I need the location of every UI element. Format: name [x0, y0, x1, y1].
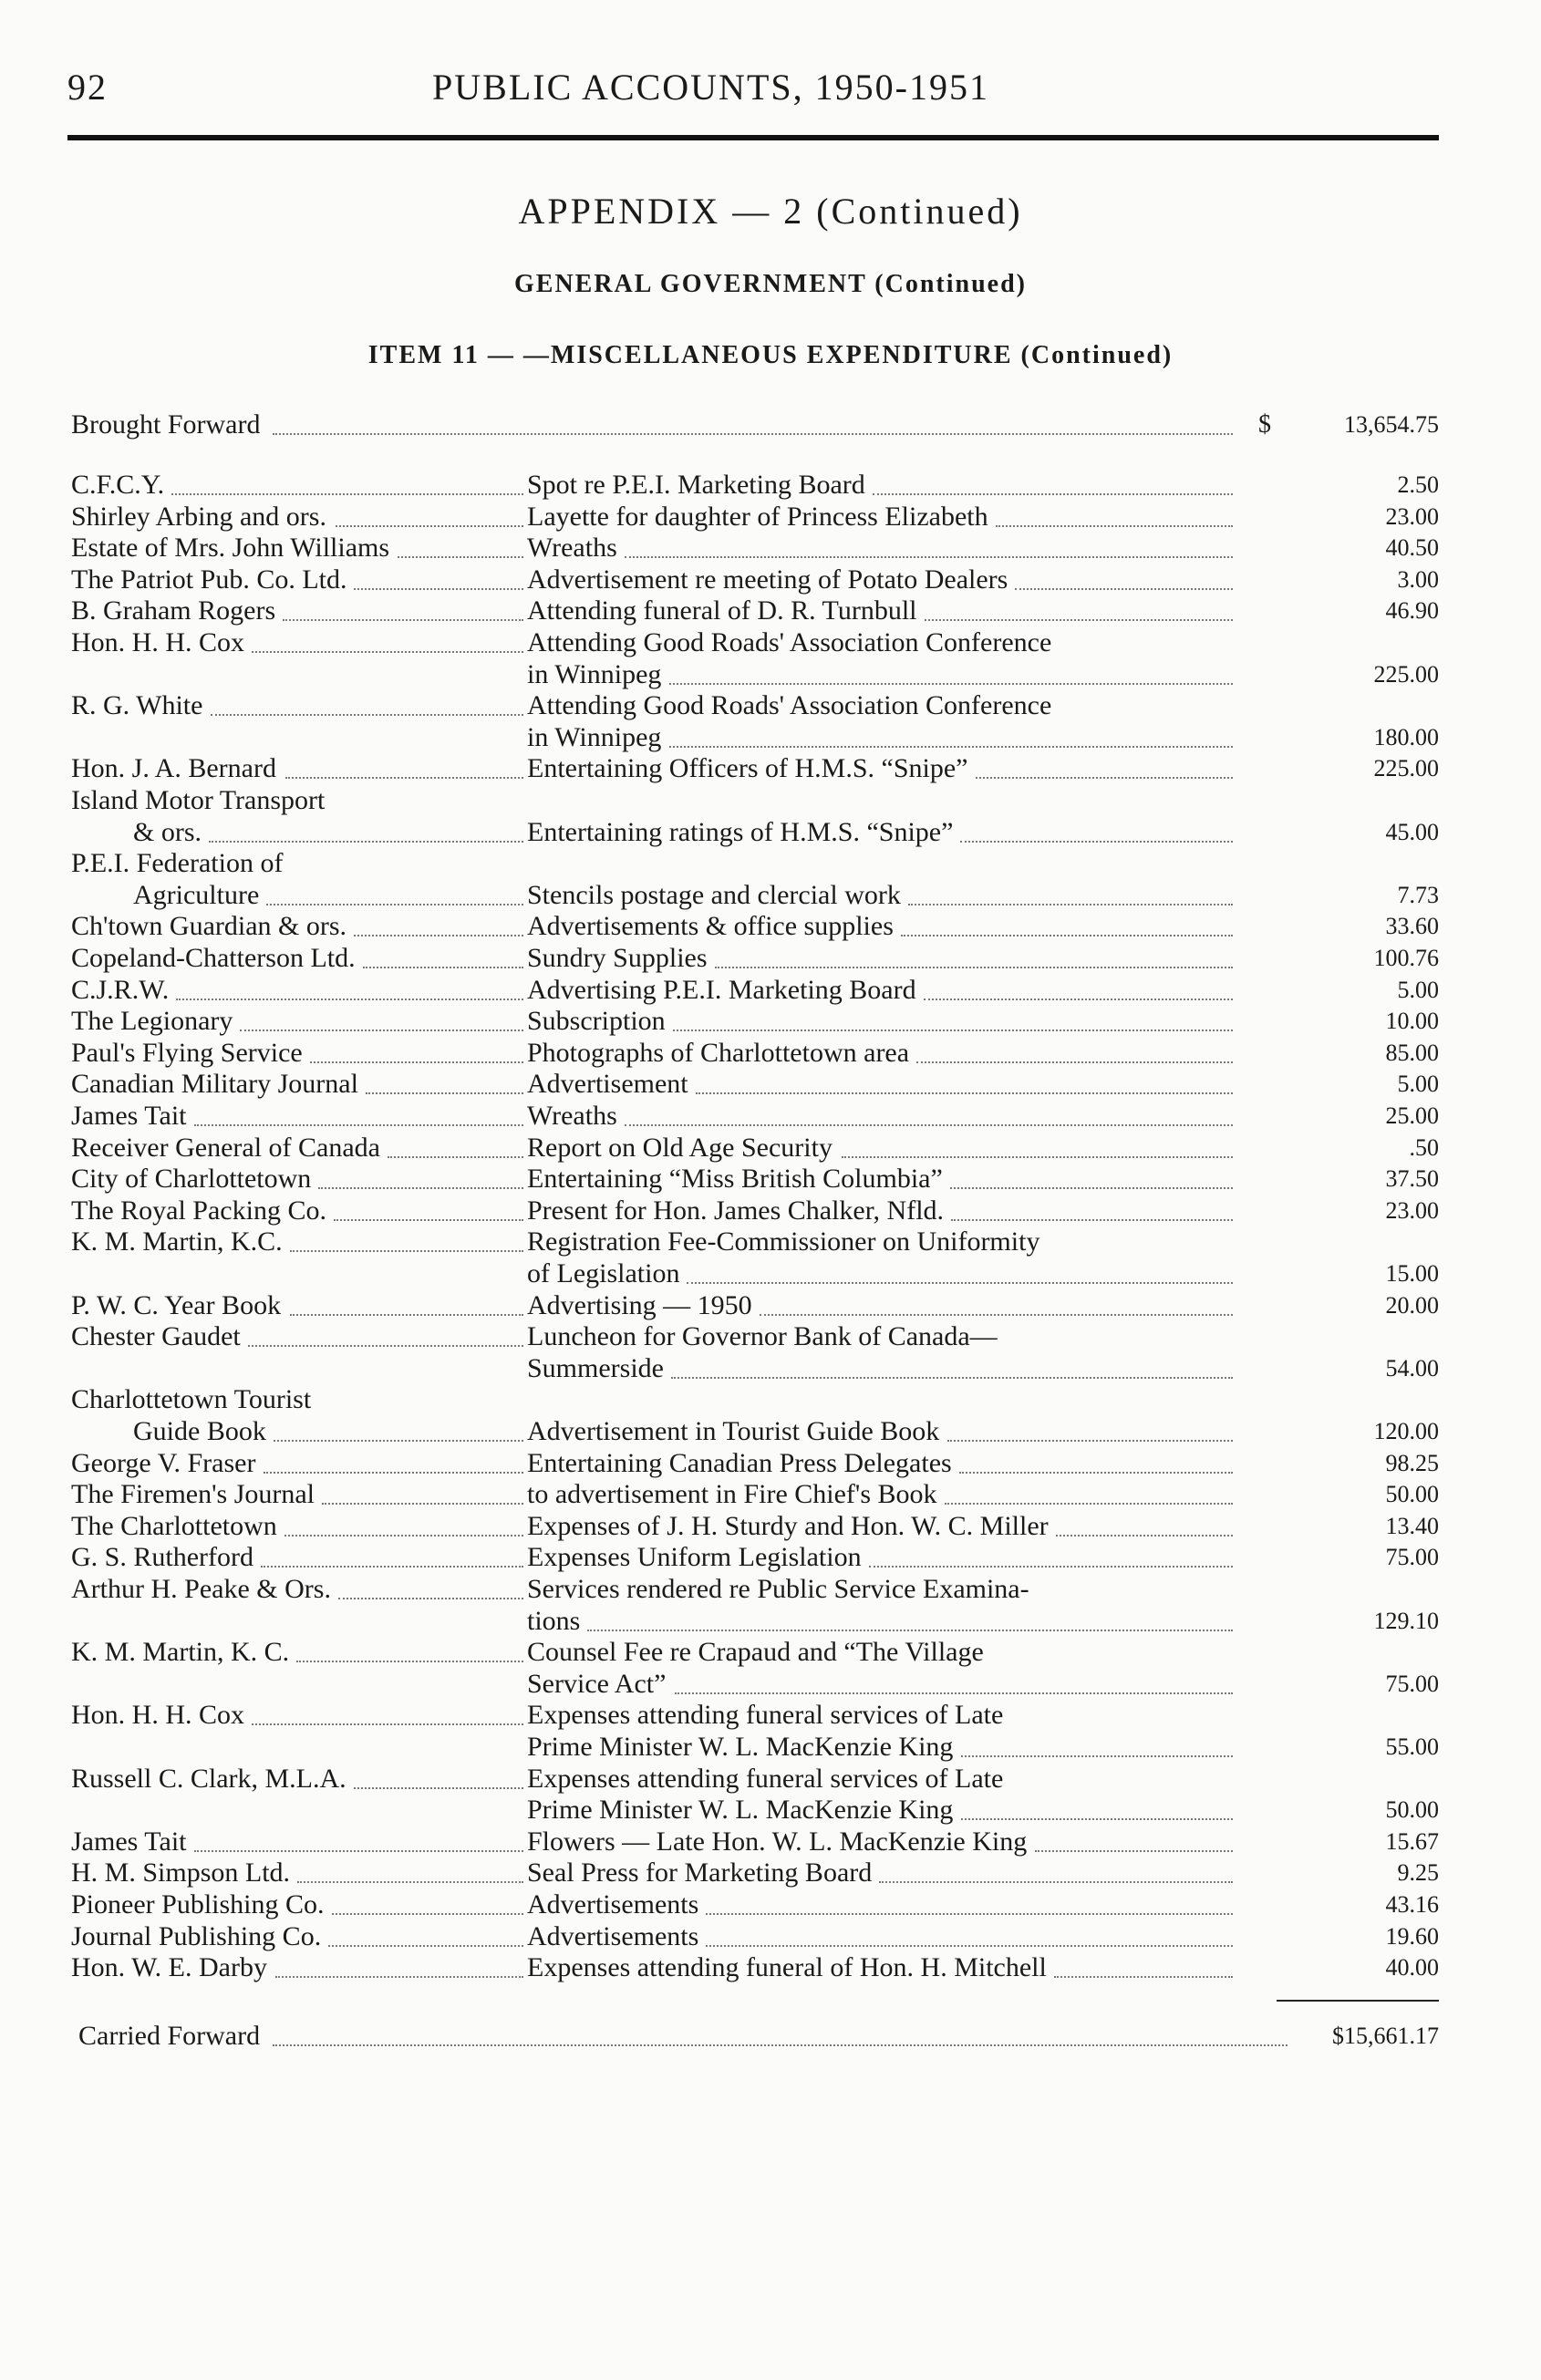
entry-purpose: Advertisement re meeting of Potato Dealers [527, 564, 1008, 595]
dot-leader [290, 1250, 523, 1252]
dot-leader [961, 1755, 1233, 1757]
entry-payee: Paul's Flying Service [71, 1037, 303, 1068]
entry-payee: The Royal Packing Co. [71, 1195, 326, 1226]
dot-leader [310, 1061, 523, 1063]
dot-leader [283, 619, 523, 621]
entry-purpose: in Winnipeg [527, 721, 662, 752]
entry-purpose: Spot re P.E.I. Marketing Board [527, 470, 865, 500]
dot-leader [209, 841, 523, 843]
dot-leader [273, 433, 1233, 435]
dot-leader [696, 1092, 1233, 1094]
entry-payee: R. G. White [71, 690, 203, 721]
entry-payee: Agriculture [133, 879, 260, 910]
entry-amount: 15.67 [1385, 1827, 1439, 1855]
dot-leader [1056, 1535, 1233, 1537]
entry-payee: H. M. Simpson Ltd. [71, 1857, 291, 1888]
entry-amount: 98.25 [1385, 1449, 1439, 1476]
entry-payee: The Patriot Pub. Co. Ltd. [71, 564, 347, 595]
dot-leader [171, 493, 523, 495]
dot-leader [908, 904, 1233, 905]
dot-leader [354, 588, 523, 590]
entry-purpose: Report on Old Age Security [527, 1132, 833, 1163]
entry-payee: Estate of Mrs. John Williams [71, 533, 390, 564]
carried-forward-label: Carried Forward [78, 2020, 261, 2051]
entry-payee: James Tait [71, 1101, 187, 1131]
entry-purpose: Wreaths [527, 533, 617, 564]
entry-purpose: in Winnipeg [527, 658, 662, 689]
entry-payee: Receiver General of Canada [71, 1132, 380, 1163]
entry-purpose: Advertisements [527, 1920, 699, 1951]
dot-leader [332, 1913, 523, 1915]
dot-leader [996, 525, 1233, 527]
dot-leader [625, 1124, 1233, 1126]
entry-payee: George V. Fraser [71, 1447, 256, 1478]
entry-purpose: Expenses attending funeral services of Late [527, 1700, 1004, 1731]
dot-leader [950, 1187, 1233, 1189]
dot-leader [211, 714, 523, 716]
dot-leader [176, 999, 523, 1000]
entry-payee: Arthur H. Peake & Ors. [71, 1574, 331, 1604]
entry-purpose: Present for Hon. James Chalker, Nfld. [527, 1195, 945, 1226]
dot-leader [669, 683, 1233, 685]
dot-leader [869, 1566, 1233, 1568]
entry-payee: Guide Book [133, 1416, 266, 1446]
entry-amount: 50.00 [1385, 1481, 1439, 1508]
dot-leader [951, 1219, 1233, 1221]
dot-leader [248, 1345, 523, 1347]
dot-leader [194, 1850, 523, 1852]
entry-purpose: Advertisement [527, 1069, 688, 1100]
dot-leader [706, 1945, 1233, 1947]
entry-purpose: Entertaining ratings of H.M.S. “Snipe” [527, 816, 954, 847]
entry-payee: Chester Gaudet [71, 1321, 241, 1352]
entry-amount: 55.00 [1385, 1733, 1439, 1760]
dot-leader [274, 1440, 523, 1442]
entry-payee: B. Graham Rogers [71, 595, 276, 626]
entry-purpose: Advertisements [527, 1889, 699, 1920]
entry-purpose: of Legislation [527, 1258, 680, 1288]
entry-payee: The Charlottetown [71, 1510, 277, 1541]
entry-purpose: Flowers — Late Hon. W. L. MacKenzie King [527, 1826, 1028, 1857]
page-number: 92 [67, 67, 108, 108]
entry-amount: 75.00 [1385, 1670, 1439, 1697]
entry-amount: 5.00 [1397, 976, 1439, 1003]
dot-leader [587, 1630, 1233, 1631]
dot-leader [842, 1156, 1233, 1158]
entry-payee: The Firemen's Journal [71, 1479, 315, 1510]
dot-leader [671, 1377, 1233, 1379]
entry-payee: P.E.I. Federation of [71, 848, 284, 879]
brought-forward-label: Brought Forward [71, 409, 261, 440]
entry-purpose: Sundry Supplies [527, 943, 708, 973]
dot-leader [354, 1787, 523, 1789]
dot-leader [879, 1881, 1233, 1883]
entry-amount: 33.60 [1385, 913, 1439, 940]
entry-payee: K. M. Martin, K. C. [71, 1637, 290, 1668]
entry-purpose: Seal Press for Marketing Board [527, 1857, 873, 1888]
entry-payee: Copeland-Chatterson Ltd. [71, 943, 356, 973]
entry-amount: .50 [1409, 1133, 1439, 1161]
entry-purpose: Expenses attending funeral services of Late [527, 1763, 1004, 1794]
dot-leader [275, 1976, 523, 1978]
entry-purpose: Prime Minister W. L. MacKenzie King [527, 1732, 954, 1762]
entry-purpose: Advertising P.E.I. Marketing Board [527, 974, 916, 1005]
dot-leader [240, 1030, 523, 1031]
entry-payee: Canadian Military Journal [71, 1069, 358, 1100]
dot-leader [625, 556, 1233, 558]
entry-purpose: Expenses of J. H. Sturdy and Hon. W. C. Miller [527, 1510, 1049, 1541]
entry-amount: 40.00 [1385, 1954, 1439, 1982]
dot-leader [1054, 1976, 1233, 1978]
entry-payee: City of Charlottetown [71, 1164, 312, 1195]
entry-purpose: Summerside [527, 1352, 664, 1383]
entry-payee: Shirley Arbing and ors. [71, 501, 326, 532]
brought-forward-amount: 13,654.75 [1344, 411, 1439, 438]
entry-purpose: Wreaths [527, 1101, 617, 1131]
dot-leader [296, 1661, 523, 1662]
dot-leader [334, 1219, 523, 1221]
entry-amount: 100.76 [1373, 945, 1439, 971]
dot-leader [961, 1818, 1233, 1820]
dot-leader [266, 904, 523, 905]
entry-payee: Hon. J. A. Bernard [71, 753, 276, 784]
entry-payee: Hon. H. H. Cox [71, 1700, 245, 1731]
entry-purpose: Layette for daughter of Princess Elizabeth [527, 501, 988, 532]
entry-purpose: to advertisement in Fire Chief's Book [527, 1479, 937, 1510]
entry-payee: Island Motor Transport [71, 785, 326, 815]
entry-purpose: Attending Good Roads' Association Conference [527, 690, 1052, 721]
dot-leader [336, 525, 523, 527]
dot-leader [322, 1503, 523, 1505]
entry-purpose: Entertaining Canadian Press Delegates [527, 1447, 952, 1478]
entry-payee: Hon. W. E. Darby [71, 1952, 267, 1983]
item-title: ITEM 11 — —MISCELLANEOUS EXPENDITURE (Continued) [367, 341, 1174, 369]
entry-payee: Charlottetown Tourist [71, 1384, 312, 1415]
dot-leader [669, 746, 1233, 748]
dot-leader [924, 999, 1233, 1000]
entry-amount: 225.00 [1373, 755, 1439, 782]
entry-purpose: Advertisement in Tourist Guide Book [527, 1416, 940, 1446]
dot-leader [916, 1061, 1233, 1063]
dot-leader [945, 1503, 1233, 1505]
dot-leader [947, 1440, 1233, 1442]
entry-purpose: Prime Minister W. L. MacKenzie King [527, 1795, 954, 1826]
entry-payee: K. M. Martin, K.C. [71, 1226, 283, 1257]
entry-amount: 45.00 [1385, 818, 1439, 845]
entry-amount: 7.73 [1397, 881, 1439, 908]
entry-payee: Ch'town Guardian & ors. [71, 911, 347, 942]
entry-amount: 180.00 [1373, 723, 1439, 750]
entry-purpose: Expenses attending funeral of Hon. H. Mitchell [527, 1952, 1047, 1983]
dot-leader [901, 935, 1233, 936]
dot-leader [366, 1092, 523, 1094]
entry-purpose: Photographs of Charlottetown area [527, 1037, 910, 1068]
entry-amount: 50.00 [1385, 1796, 1439, 1824]
entry-purpose: Attending Good Roads' Association Conference [527, 627, 1052, 657]
entry-payee: P. W. C. Year Book [71, 1289, 282, 1320]
dot-leader [252, 1723, 523, 1725]
entry-amount: 15.00 [1385, 1260, 1439, 1287]
entry-purpose: Advertisements & office supplies [527, 911, 894, 942]
dot-leader [673, 1030, 1233, 1031]
entry-payee: C.F.C.Y. [71, 470, 165, 500]
dot-leader [194, 1124, 523, 1126]
dot-leader [873, 493, 1233, 495]
entry-amount: 19.60 [1385, 1922, 1439, 1950]
entry-amount: 13.40 [1385, 1512, 1439, 1539]
entry-purpose: Advertising — 1950 [527, 1289, 752, 1320]
entry-purpose: Registration Fee-Commissioner on Uniformity [527, 1226, 1040, 1257]
dot-leader [687, 1282, 1233, 1284]
entry-purpose: Attending funeral of D. R. Turnbull [527, 595, 917, 626]
dot-leader [1015, 588, 1233, 590]
carried-forward-amount: $15,661.17 [1332, 2022, 1439, 2049]
dot-leader [925, 619, 1233, 621]
entry-amount: 85.00 [1385, 1039, 1439, 1066]
entry-purpose: Luncheon for Governor Bank of Canada— [527, 1321, 998, 1352]
dot-leader [959, 1472, 1233, 1474]
dot-leader [715, 967, 1233, 968]
entry-payee: Russell C. Clark, M.L.A. [71, 1763, 346, 1794]
dot-leader [328, 1945, 523, 1947]
dot-leader [706, 1913, 1233, 1915]
dot-leader [1035, 1850, 1233, 1852]
dot-leader [290, 1314, 523, 1316]
entry-amount: 225.00 [1373, 660, 1439, 688]
entry-amount: 43.16 [1385, 1891, 1439, 1918]
entry-amount: 37.50 [1385, 1165, 1439, 1193]
entry-purpose: Entertaining “Miss British Columbia” [527, 1164, 943, 1195]
dot-leader [284, 1535, 523, 1537]
entry-amount: 46.90 [1385, 597, 1439, 625]
dot-leader [252, 651, 523, 653]
entry-purpose: Stencils postage and clercial work [527, 879, 901, 910]
entry-payee: Pioneer Publishing Co. [71, 1889, 325, 1920]
entry-payee: C.J.R.W. [71, 974, 170, 1005]
total-rule [1277, 2000, 1439, 2002]
entry-amount: 129.10 [1373, 1607, 1439, 1634]
entry-amount: 5.00 [1397, 1071, 1439, 1098]
entry-purpose: Subscription [527, 1006, 666, 1037]
running-title: PUBLIC ACCOUNTS, 1950-1951 [432, 67, 989, 108]
dot-leader [960, 841, 1233, 843]
entry-purpose: Service Act” [527, 1668, 667, 1699]
entry-amount: 120.00 [1373, 1418, 1439, 1444]
dot-leader [976, 777, 1233, 779]
entry-amount: 25.00 [1385, 1102, 1439, 1129]
dot-leader [398, 556, 523, 558]
dot-leader [675, 1692, 1233, 1694]
dot-leader [261, 1566, 523, 1568]
entry-purpose: Counsel Fee re Crapaud and “The Village [527, 1637, 984, 1668]
entry-purpose: Expenses Uniform Legislation [527, 1542, 862, 1573]
entry-payee: Journal Publishing Co. [71, 1920, 322, 1951]
appendix-title: APPENDIX — 2 (Continued) [518, 191, 1023, 232]
entry-amount: 3.00 [1397, 565, 1439, 593]
dot-leader [273, 2044, 1288, 2046]
page-header [67, 66, 1435, 111]
dot-leader [318, 1187, 523, 1189]
entry-amount: 9.25 [1397, 1859, 1439, 1887]
dot-leader [285, 777, 523, 779]
dot-leader [338, 1598, 523, 1599]
dot-leader [388, 1156, 523, 1158]
dot-leader [297, 1881, 523, 1883]
entry-payee: G. S. Rutherford [71, 1542, 253, 1573]
entry-amount: 54.00 [1385, 1354, 1439, 1381]
entry-amount: 23.00 [1385, 1196, 1439, 1224]
entry-amount: 20.00 [1385, 1291, 1439, 1319]
currency-symbol: $ [1258, 410, 1271, 439]
dot-leader [264, 1472, 523, 1474]
entry-amount: 75.00 [1385, 1544, 1439, 1571]
entry-purpose: Services rendered re Public Service Examina- [527, 1574, 1029, 1604]
entry-payee: Hon. H. H. Cox [71, 627, 245, 657]
entry-amount: 2.50 [1397, 471, 1439, 498]
dot-leader [760, 1314, 1233, 1316]
entry-purpose: tions [527, 1605, 581, 1636]
dot-leader [363, 967, 523, 968]
entry-payee: & ors. [133, 816, 202, 847]
dot-leader [354, 935, 523, 936]
entry-payee: James Tait [71, 1826, 187, 1857]
entry-payee: The Legionary [71, 1006, 233, 1037]
header-rule [67, 135, 1439, 140]
entry-amount: 23.00 [1385, 502, 1439, 530]
entry-amount: 10.00 [1385, 1008, 1439, 1035]
section-title: GENERAL GOVERNMENT (Continued) [513, 270, 1027, 298]
entry-amount: 40.50 [1385, 534, 1439, 562]
entry-purpose: Entertaining Officers of H.M.S. “Snipe” [527, 753, 968, 784]
